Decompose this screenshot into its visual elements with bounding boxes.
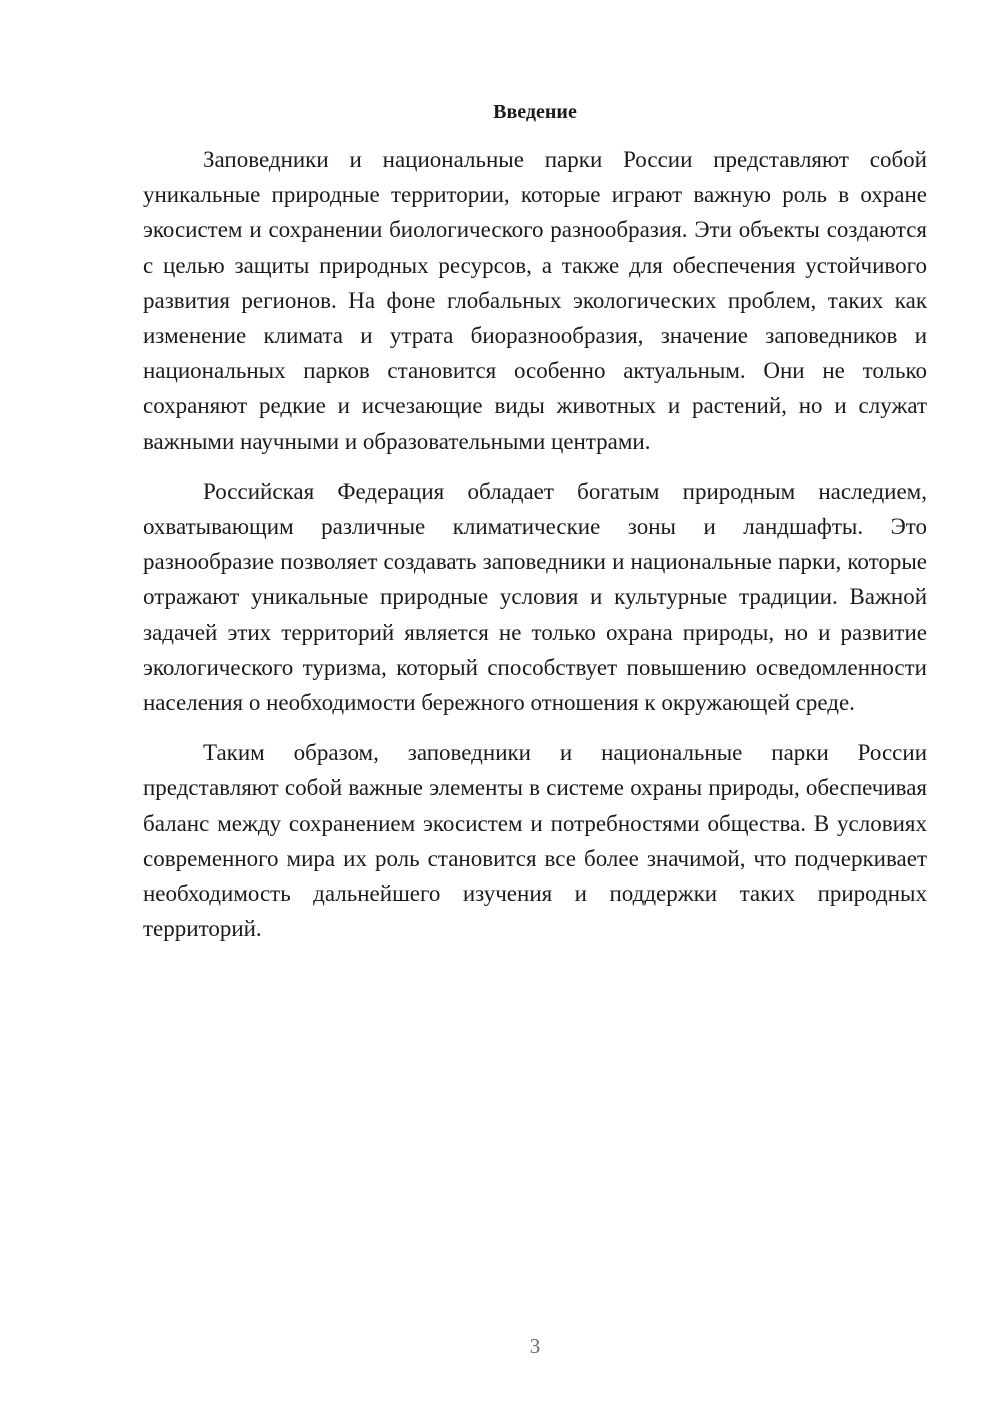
paragraph-3: Таким образом, заповедники и национальные парки России представляют собой важные элементы в системе охраны природы, обеспечивая баланс между сохранением экосистем и потребностями общества. В условиях современного мира их роль становится все более значимой, что подчеркивает необходимость дальнейшего изучения и поддержки таких природных территорий. <box>143 740 927 942</box>
page-number: 3 <box>529 1334 541 1358</box>
paragraph-2: Российская Федерация обладает богатым природным наследием, охватывающим различные климатические зоны и ландшафты. Это разнообразие позволяет создавать заповедники и национальные парки, которые отражают уникальные природные условия и культурные традиции. Важной задачей этих территорий является не только охрана природы, но и развитие экологического туризма, который способствует повышению осведомленности населения о необходимости бережного отношения к окружающей среде. <box>143 478 927 716</box>
section-heading: Введение <box>493 101 577 123</box>
paragraph-1: Заповедники и национальные парки России представляют собой уникальные природные территории, которые играют важную роль в охране экосистем и сохранении биологического разнообразия. Эти объекты создаются с целью защиты природных ресурсов, а также для обеспечения устойчивого развития регионов. На фоне глобальных экологических проблем, таких как изменение климата и утрата биоразнообразия, значение заповедников и национальных парков становится особенно актуальным. Они не только сохраняют редкие и исчезающие виды животных и растений, но и служат важными научными и образовательными центрами. <box>143 147 927 454</box>
body-text <box>143 142 927 961</box>
